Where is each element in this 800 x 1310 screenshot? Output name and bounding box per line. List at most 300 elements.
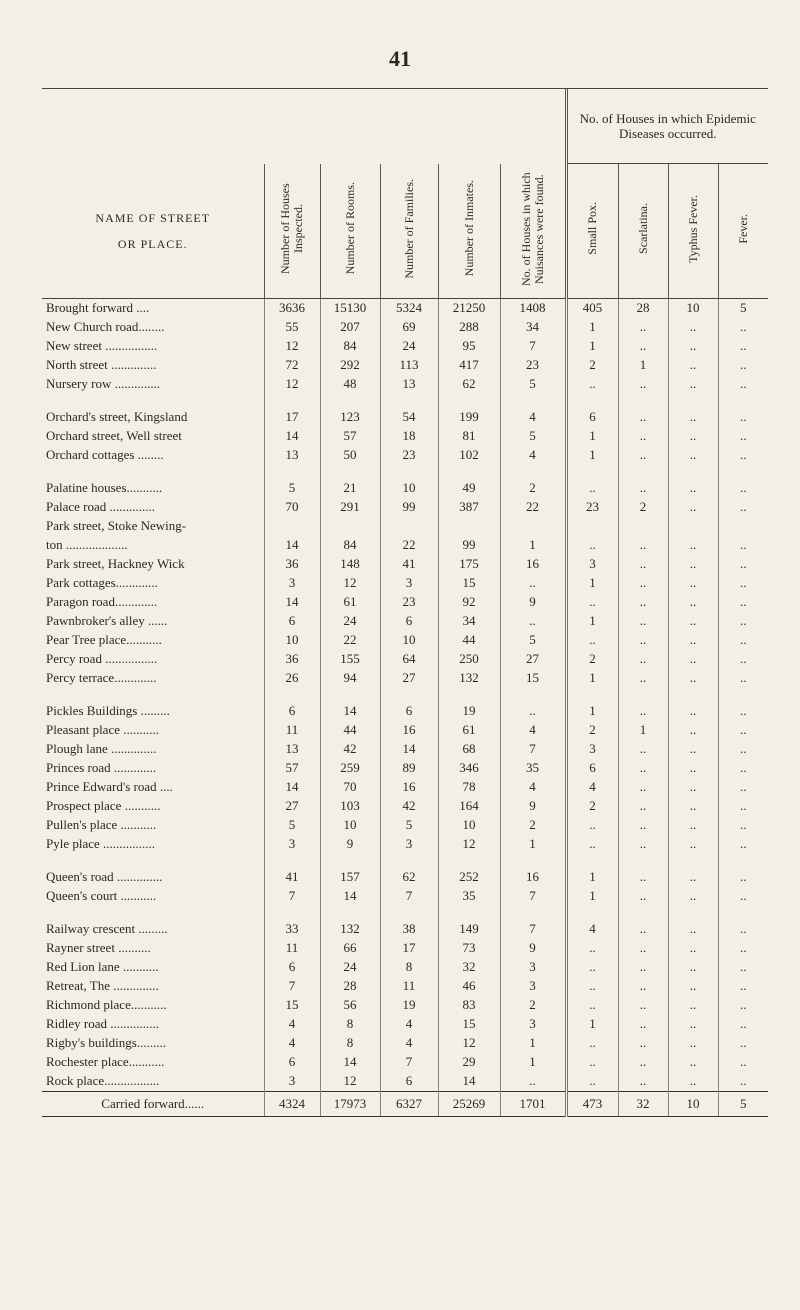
table-row xyxy=(42,868,768,887)
table-cell: 1 xyxy=(566,337,618,356)
table-cell: 3636 xyxy=(264,298,320,318)
table-cell: 46 xyxy=(438,977,500,996)
table-cell: 73 xyxy=(438,939,500,958)
table-cell: .. xyxy=(566,816,618,835)
street-name: Park street, Hackney Wick xyxy=(46,556,185,571)
table-cell: .. xyxy=(668,920,718,939)
table-cell: 61 xyxy=(320,593,380,612)
table-cell: .. xyxy=(718,631,768,650)
table-cell: 113 xyxy=(380,356,438,375)
table-cell: 4 xyxy=(264,1034,320,1053)
table-cell: 1 xyxy=(566,1015,618,1034)
table-cell: 35 xyxy=(438,887,500,906)
table-cell: 3 xyxy=(500,958,566,977)
table-cell: .. xyxy=(566,996,618,1015)
table-cell: .. xyxy=(618,408,668,427)
table-cell: .. xyxy=(718,797,768,816)
table-cell: .. xyxy=(668,446,718,465)
street-name: Pawnbroker's alley ...... xyxy=(46,613,168,628)
table-cell: .. xyxy=(618,479,668,498)
table-cell: .. xyxy=(718,920,768,939)
table-cell: 157 xyxy=(320,868,380,887)
table-row xyxy=(42,669,768,688)
table-cell: 387 xyxy=(438,498,500,517)
table-cell: .. xyxy=(500,702,566,721)
table-cell: 9 xyxy=(500,593,566,612)
table-cell: 4 xyxy=(380,1015,438,1034)
table-cell: 1 xyxy=(566,612,618,631)
table-cell: .. xyxy=(668,669,718,688)
table-cell: .. xyxy=(668,593,718,612)
table-cell: 14 xyxy=(438,1072,500,1092)
table-cell: 44 xyxy=(438,631,500,650)
table-cell: .. xyxy=(668,759,718,778)
table-row xyxy=(42,835,768,854)
table-row xyxy=(42,536,768,555)
table-cell: .. xyxy=(718,958,768,977)
street-name: Park cottages............. xyxy=(46,575,158,590)
street-name: Orchard cottages ........ xyxy=(46,447,164,462)
table-cell: .. xyxy=(618,631,668,650)
table-cell: 15 xyxy=(264,996,320,1015)
table-cell: 12 xyxy=(264,375,320,394)
table-cell: .. xyxy=(718,977,768,996)
table-cell: 1 xyxy=(566,318,618,337)
table-cell: .. xyxy=(668,408,718,427)
table-cell: 10 xyxy=(438,816,500,835)
street-name: Orchard street, Well street xyxy=(46,428,182,443)
table-cell: .. xyxy=(618,375,668,394)
table-cell: 83 xyxy=(438,996,500,1015)
table-cell: 1 xyxy=(618,721,668,740)
table-cell: 22 xyxy=(380,536,438,555)
street-name: Queen's road .............. xyxy=(46,869,163,884)
table-row xyxy=(42,958,768,977)
table-cell: .. xyxy=(668,835,718,854)
table-cell: .. xyxy=(718,702,768,721)
table-cell: 291 xyxy=(320,498,380,517)
table-cell xyxy=(320,517,380,536)
table-cell: 41 xyxy=(380,555,438,574)
table-cell: .. xyxy=(618,593,668,612)
table-cell: .. xyxy=(618,887,668,906)
table-row xyxy=(42,977,768,996)
col-scarlatina: Scarlatina. xyxy=(618,164,668,299)
street-name: Brought forward .... xyxy=(46,300,150,315)
table-cell: 17 xyxy=(264,408,320,427)
table-cell: 28 xyxy=(320,977,380,996)
table-row xyxy=(42,612,768,631)
table-cell: 10 xyxy=(380,631,438,650)
table-row xyxy=(42,816,768,835)
table-cell: .. xyxy=(718,939,768,958)
street-name: Palace road .............. xyxy=(46,499,156,514)
table-cell: 7 xyxy=(264,887,320,906)
table-row xyxy=(42,375,768,394)
table-cell: 70 xyxy=(264,498,320,517)
table-cell: 16 xyxy=(500,555,566,574)
table-cell: 11 xyxy=(264,939,320,958)
table-cell: 44 xyxy=(320,721,380,740)
table-cell: 36 xyxy=(264,650,320,669)
table-cell: 14 xyxy=(264,536,320,555)
table-cell: 26 xyxy=(264,669,320,688)
table-cell: 41 xyxy=(264,868,320,887)
table-cell: 21 xyxy=(320,479,380,498)
table-cell: .. xyxy=(718,650,768,669)
table-cell: 78 xyxy=(438,778,500,797)
table-cell: 3 xyxy=(566,555,618,574)
table-cell xyxy=(264,517,320,536)
table-cell: 3 xyxy=(264,835,320,854)
table-cell: 89 xyxy=(380,759,438,778)
table-cell: .. xyxy=(718,427,768,446)
table-cell: 149 xyxy=(438,920,500,939)
table-cell: 102 xyxy=(438,446,500,465)
table-row xyxy=(42,1053,768,1072)
table-cell: .. xyxy=(718,868,768,887)
table-cell: .. xyxy=(718,1072,768,1092)
street-name: New Church road........ xyxy=(46,319,165,334)
street-name: Paragon road............. xyxy=(46,594,158,609)
street-name: Orchard's street, Kingsland xyxy=(46,409,188,424)
table-cell: 14 xyxy=(380,740,438,759)
table-row xyxy=(42,996,768,1015)
table-cell: 2 xyxy=(566,356,618,375)
table-cell: .. xyxy=(718,759,768,778)
table-cell: 7 xyxy=(500,740,566,759)
table-cell: 4 xyxy=(500,408,566,427)
table-cell: .. xyxy=(618,555,668,574)
street-name: Park street, Stoke Newing- xyxy=(46,518,187,533)
table-cell: 92 xyxy=(438,593,500,612)
table-cell: 2 xyxy=(500,816,566,835)
table-cell: 95 xyxy=(438,337,500,356)
table-cell xyxy=(566,517,618,536)
table-cell: 7 xyxy=(380,1053,438,1072)
table-cell: 6 xyxy=(566,759,618,778)
table-cell: 11 xyxy=(264,721,320,740)
table-cell: 72 xyxy=(264,356,320,375)
table-cell: 62 xyxy=(380,868,438,887)
table-cell: .. xyxy=(500,1072,566,1092)
table-cell: 417 xyxy=(438,356,500,375)
table-cell: 6 xyxy=(380,1072,438,1092)
table-cell: 23 xyxy=(380,593,438,612)
street-name: Percy terrace............. xyxy=(46,670,157,685)
table-cell: 8 xyxy=(320,1034,380,1053)
table-cell: 68 xyxy=(438,740,500,759)
table-cell: .. xyxy=(668,356,718,375)
table-cell: .. xyxy=(668,958,718,977)
table-row xyxy=(42,1034,768,1053)
table-cell: 5 xyxy=(718,298,768,318)
table-cell: .. xyxy=(668,1053,718,1072)
table-cell: .. xyxy=(718,996,768,1015)
street-name: Ridley road ............... xyxy=(46,1016,160,1031)
spacer-row xyxy=(42,854,768,868)
table-cell: .. xyxy=(618,977,668,996)
col-small-pox: Small Pox. xyxy=(566,164,618,299)
table-cell: 14 xyxy=(320,702,380,721)
table-cell: 3 xyxy=(264,574,320,593)
table-row xyxy=(42,702,768,721)
table-cell: 1 xyxy=(566,669,618,688)
table-cell: .. xyxy=(618,816,668,835)
table-cell: .. xyxy=(718,356,768,375)
table-cell: 148 xyxy=(320,555,380,574)
table-cell: 2 xyxy=(618,498,668,517)
table-cell: 6 xyxy=(380,612,438,631)
table-cell: 259 xyxy=(320,759,380,778)
table-cell: 155 xyxy=(320,650,380,669)
table-cell: 2 xyxy=(566,797,618,816)
table-cell: 5 xyxy=(500,631,566,650)
street-name: New street ................ xyxy=(46,338,158,353)
table-cell: 15 xyxy=(438,574,500,593)
table-cell: 2 xyxy=(566,721,618,740)
table-cell: 405 xyxy=(566,298,618,318)
table-cell: 34 xyxy=(438,612,500,631)
street-name: North street .............. xyxy=(46,357,157,372)
table-cell: .. xyxy=(618,740,668,759)
table-cell: 48 xyxy=(320,375,380,394)
table-cell: .. xyxy=(668,318,718,337)
table-cell: 27 xyxy=(500,650,566,669)
table-row xyxy=(42,298,768,318)
table-cell: 22 xyxy=(500,498,566,517)
table-cell: .. xyxy=(718,479,768,498)
col-fever: Fever. xyxy=(718,164,768,299)
table-cell: 32 xyxy=(438,958,500,977)
table-cell: .. xyxy=(718,887,768,906)
table-cell xyxy=(718,517,768,536)
table-cell: .. xyxy=(618,759,668,778)
table-cell: .. xyxy=(668,887,718,906)
table-cell: 1701 xyxy=(500,1091,566,1116)
page-number: 41 xyxy=(389,46,411,71)
table-cell: 23 xyxy=(566,498,618,517)
table-row xyxy=(42,778,768,797)
table-row xyxy=(42,356,768,375)
table-cell: .. xyxy=(718,593,768,612)
table-row xyxy=(42,498,768,517)
col-typhus-fever: Typhus Fever. xyxy=(668,164,718,299)
table-cell: .. xyxy=(718,536,768,555)
table-cell: .. xyxy=(618,996,668,1015)
street-name: Plough lane .............. xyxy=(46,741,157,756)
street-name: Nursery row .............. xyxy=(46,376,161,391)
spacer-row xyxy=(42,688,768,702)
table-cell: 10 xyxy=(668,1091,718,1116)
table-cell: 16 xyxy=(380,778,438,797)
street-name: Pear Tree place........... xyxy=(46,632,162,647)
table-cell: 70 xyxy=(320,778,380,797)
street-name: Richmond place........... xyxy=(46,997,167,1012)
table-cell: 7 xyxy=(380,887,438,906)
table-cell: 16 xyxy=(500,868,566,887)
table-cell: 1 xyxy=(566,446,618,465)
spacer-row xyxy=(42,465,768,479)
table-cell: .. xyxy=(566,1072,618,1092)
table-cell: 36 xyxy=(264,555,320,574)
table-cell: 6 xyxy=(380,702,438,721)
table-cell: 5 xyxy=(264,479,320,498)
table-cell: 66 xyxy=(320,939,380,958)
table-cell: .. xyxy=(718,318,768,337)
table-cell: 164 xyxy=(438,797,500,816)
street-name: Princes road ............. xyxy=(46,760,157,775)
table-cell: .. xyxy=(668,612,718,631)
table-cell: 50 xyxy=(320,446,380,465)
table-cell: 3 xyxy=(380,574,438,593)
table-cell: .. xyxy=(566,479,618,498)
table-cell: 14 xyxy=(264,427,320,446)
table-cell: .. xyxy=(718,446,768,465)
table-cell: 1408 xyxy=(500,298,566,318)
table-cell: 6327 xyxy=(380,1091,438,1116)
table-cell: 207 xyxy=(320,318,380,337)
table-row xyxy=(42,479,768,498)
table-cell: .. xyxy=(718,408,768,427)
table-cell: .. xyxy=(668,337,718,356)
table-cell: 17 xyxy=(380,939,438,958)
table-cell: 1 xyxy=(500,1034,566,1053)
table-cell: .. xyxy=(718,1053,768,1072)
table-cell: 12 xyxy=(320,574,380,593)
table-cell: 10 xyxy=(264,631,320,650)
table-cell: 3 xyxy=(500,1015,566,1034)
table-cell: 123 xyxy=(320,408,380,427)
table-row xyxy=(42,1072,768,1092)
table-cell: 15130 xyxy=(320,298,380,318)
table-cell: .. xyxy=(718,778,768,797)
table-cell: 10 xyxy=(320,816,380,835)
table-cell: 1 xyxy=(500,835,566,854)
street-name: Pullen's place ........... xyxy=(46,817,157,832)
table-cell: .. xyxy=(566,977,618,996)
col-inmates: Number of Inmates. xyxy=(438,164,500,299)
table-cell: 49 xyxy=(438,479,500,498)
table-cell: .. xyxy=(500,612,566,631)
table-cell: 252 xyxy=(438,868,500,887)
table-cell: 10 xyxy=(380,479,438,498)
table-cell: .. xyxy=(618,835,668,854)
street-name: Queen's court ........... xyxy=(46,888,157,903)
table-cell: 81 xyxy=(438,427,500,446)
table-cell: .. xyxy=(618,939,668,958)
table-cell: .. xyxy=(500,574,566,593)
table-cell: .. xyxy=(668,1034,718,1053)
table-cell: .. xyxy=(566,631,618,650)
table-cell: 5 xyxy=(500,375,566,394)
table-row xyxy=(42,759,768,778)
spacer-row xyxy=(42,906,768,920)
table-cell: 6 xyxy=(264,1053,320,1072)
table-cell: .. xyxy=(668,1072,718,1092)
street-name: Railway crescent ......... xyxy=(46,921,168,936)
table-cell: 55 xyxy=(264,318,320,337)
table-cell: .. xyxy=(718,835,768,854)
table-cell: .. xyxy=(718,612,768,631)
street-name: Rayner street .......... xyxy=(46,940,151,955)
table-cell: 4324 xyxy=(264,1091,320,1116)
table-cell: 19 xyxy=(438,702,500,721)
table-cell: 6 xyxy=(566,408,618,427)
table-cell: .. xyxy=(668,939,718,958)
table-cell: 6 xyxy=(264,958,320,977)
table-cell: .. xyxy=(618,536,668,555)
table-cell: 7 xyxy=(264,977,320,996)
table-cell: .. xyxy=(566,1053,618,1072)
table-row xyxy=(42,337,768,356)
street-name: Rock place................. xyxy=(46,1073,160,1088)
table-cell: .. xyxy=(718,555,768,574)
street-name: ton ................... xyxy=(46,537,128,552)
table-cell: 4 xyxy=(264,1015,320,1034)
table-cell: 57 xyxy=(320,427,380,446)
table-cell: .. xyxy=(668,555,718,574)
street-name: Palatine houses........... xyxy=(46,480,163,495)
col-houses-inspected: Number of Houses Inspected. xyxy=(264,164,320,299)
table-row xyxy=(42,721,768,740)
table-cell: 5324 xyxy=(380,298,438,318)
table-cell: 3 xyxy=(380,835,438,854)
table-cell: 1 xyxy=(566,574,618,593)
table-cell: .. xyxy=(618,797,668,816)
table-cell: .. xyxy=(618,702,668,721)
street-name: Pickles Buildings ......... xyxy=(46,703,170,718)
table-cell: .. xyxy=(618,650,668,669)
table-row xyxy=(42,318,768,337)
table-cell: 2 xyxy=(500,996,566,1015)
table-row xyxy=(42,920,768,939)
col-rooms: Number of Rooms. xyxy=(320,164,380,299)
table-cell: 8 xyxy=(320,1015,380,1034)
table-cell: .. xyxy=(618,778,668,797)
table-cell: 9 xyxy=(320,835,380,854)
table-cell: 1 xyxy=(566,868,618,887)
table-cell: 42 xyxy=(320,740,380,759)
table-cell: 13 xyxy=(264,740,320,759)
table-cell: 7 xyxy=(500,887,566,906)
table-cell: 6 xyxy=(264,612,320,631)
table-cell: 54 xyxy=(380,408,438,427)
table-cell: .. xyxy=(668,996,718,1015)
table-cell: .. xyxy=(618,612,668,631)
street-name: Carried forward...... xyxy=(42,1091,264,1116)
table-cell: .. xyxy=(718,721,768,740)
table-cell: .. xyxy=(668,977,718,996)
table-cell: 1 xyxy=(566,887,618,906)
table-cell: 84 xyxy=(320,536,380,555)
table-cell: 250 xyxy=(438,650,500,669)
table-cell: 23 xyxy=(380,446,438,465)
table-cell: 9 xyxy=(500,939,566,958)
table-cell: 175 xyxy=(438,555,500,574)
table-cell: .. xyxy=(668,797,718,816)
table-cell: .. xyxy=(718,669,768,688)
table-row xyxy=(42,555,768,574)
table-cell: .. xyxy=(618,318,668,337)
table-cell: 17973 xyxy=(320,1091,380,1116)
street-name: Rigby's buildings......... xyxy=(46,1035,167,1050)
table-cell: 29 xyxy=(438,1053,500,1072)
table-row xyxy=(42,427,768,446)
table-cell: .. xyxy=(618,920,668,939)
table-cell: .. xyxy=(668,427,718,446)
table-cell: 14 xyxy=(320,887,380,906)
